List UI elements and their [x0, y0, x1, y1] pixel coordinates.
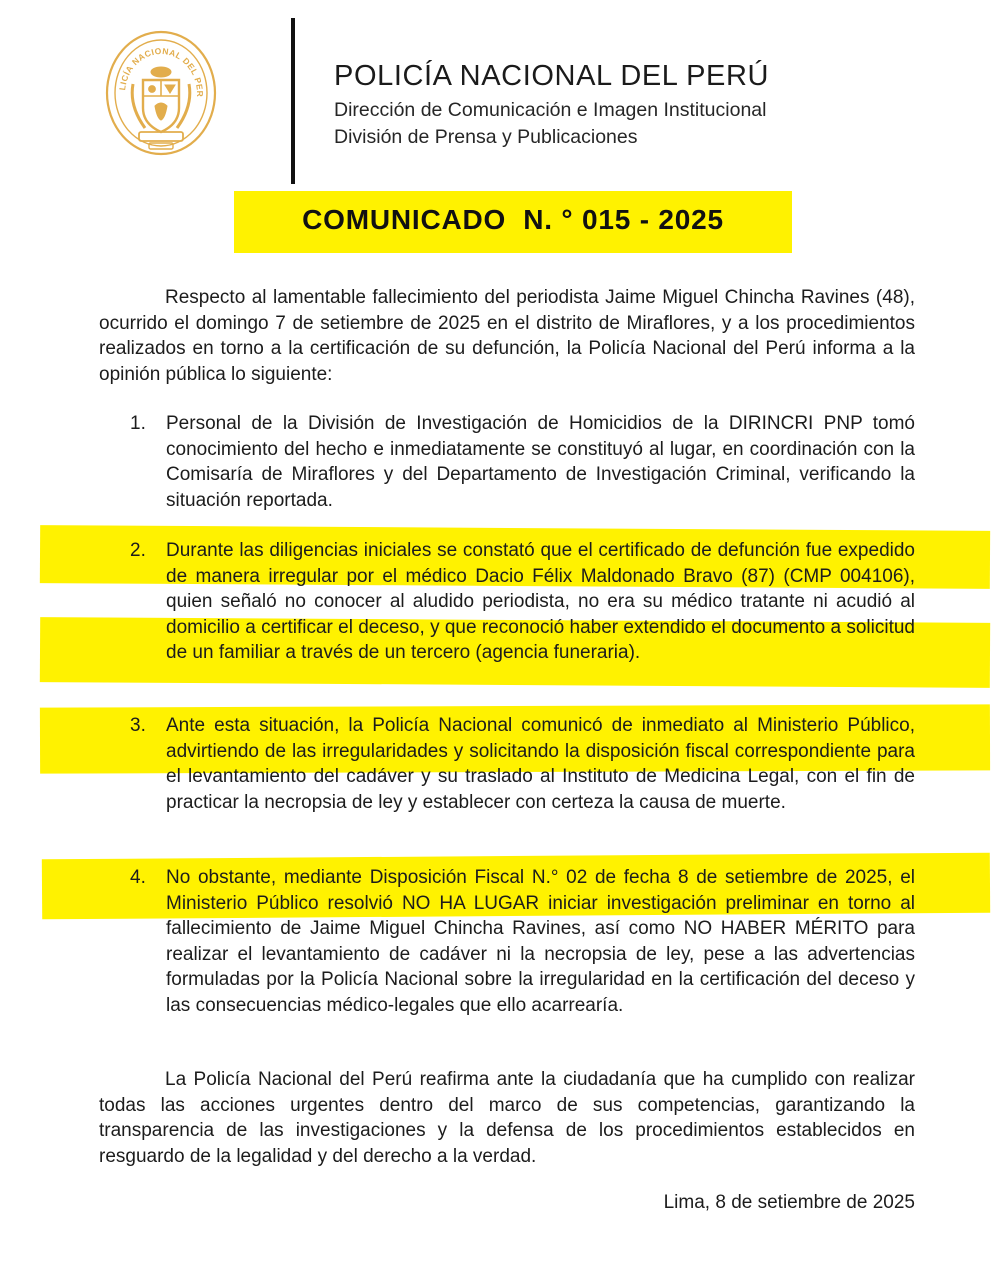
item-3-text: Ante esta situación, la Policía Nacional comunicó de inmediato al Ministerio Público, advirtiendo de las irregularidades y solicitando la disposición fiscal correspondiente para el levantamiento del cadáver y su traslado al Instituto de Medicina Legal, con el fin de practicar la necropsia de ley y establecer con certeza la causa de muerte.	[166, 715, 915, 813]
svg-text:POLICÍA NACIONAL DEL PERÚ: LICÍA NACIONAL DEL PER	[117, 45, 206, 98]
header-divider	[291, 18, 295, 184]
item-1-text: Personal de la División de Investigación de Homicidios de la DIRINCRI PNP tomó conocimiento del hecho e inmediatamente se constituyó al lugar, en coordinación con la Comisaría de Miraflores y del Departamento de Investigación Criminal, verificando la situación reportada.	[166, 413, 915, 511]
date-line: Lima, 8 de setiembre de 2025	[663, 1192, 915, 1213]
comunicado-title: COMUNICADO N. ° 015 - 2025	[302, 204, 724, 235]
item-2-number: 2.	[130, 540, 146, 561]
directorate-name: Dirección de Comunicación e Imagen Institucional	[334, 99, 767, 121]
item-1-number: 1.	[130, 413, 146, 434]
organization-name: POLICÍA NACIONAL DEL PERÚ	[334, 60, 770, 92]
item-2-text: Durante las diligencias iniciales se constató que el certificado de defunción fue expedido de manera irregular por el médico Dacio Félix Maldonado Bravo (87) (CMP 004106), quien señaló no conocer al aludido periodista, no era su médico tratante ni acudió al domicilio a certificar el deceso, y que reconoció haber extendido el documento a solicitud de un familiar a través de un tercero (agencia funeraria).	[166, 540, 915, 663]
item-4-number: 4.	[130, 867, 146, 888]
item-3-number: 3.	[130, 715, 146, 736]
closing-paragraph: La Policía Nacional del Perú reafirma ante la ciudadanía que ha cumplido con realizar todas las acciones urgentes dentro del marco de sus competencias, garantizando la transparencia de las investigaciones y la defensa de los procedimientos establecidos en resguardo de la legalidad y del derecho a la verdad.	[99, 1069, 915, 1167]
item-4-text: No obstante, mediante Disposición Fiscal N.° 02 de fecha 8 de setiembre de 2025, el Ministerio Público resolvió NO HA LUGAR iniciar investigación preliminar en torno al fallecimiento de Jaime Miguel Chincha Ravines, así como NO HABER MÉRITO para realizar el levantamiento de cadáver ni la necropsia de ley, pese a las advertencias formuladas por la Policía Nacional sobre la irregularidad en la certificación del deceso y las consecuencias médico-legales que ello acarrearía.	[166, 867, 915, 1016]
intro-paragraph: Respecto al lamentable fallecimiento del periodista Jaime Miguel Chincha Ravines (48), ocurrido el domingo 7 de setiembre de 2025 en el distrito de Miraflores, y a los procedimientos realizados en torno a la certificación de su defunción, la Policía Nacional del Perú informa a la opinión pública lo siguiente:	[99, 287, 915, 385]
pnp-seal-icon	[103, 28, 219, 158]
division-name: División de Prensa y Publicaciones	[334, 126, 638, 148]
